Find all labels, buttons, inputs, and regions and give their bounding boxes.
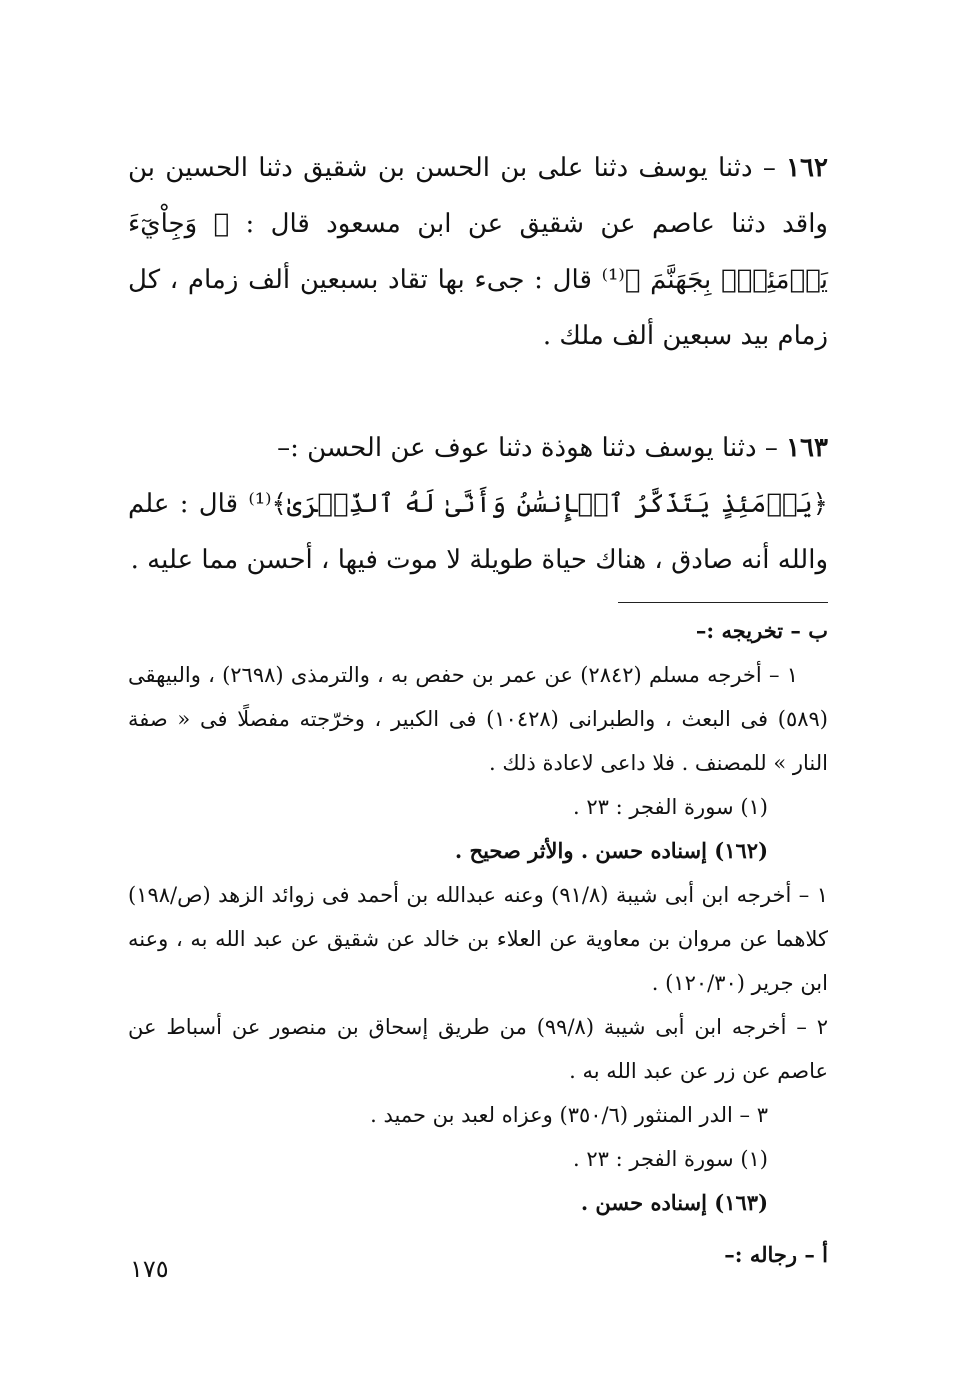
entry-162	[128, 140, 828, 364]
entry-text: – دثنا يوسف دثنا على بن الحسن بن شقيق دثنا الحسين بن واقد دثنا عاصم عن شقيق عن ابن مسعود قال : ﴿ وَجِاْيٓءَ يَوۡمَئِذٍۭ بِجَهَنَّمَ ﴾⁽¹⁾ قال : جىء بها تقاد بسبعين ألف زمام ، كل زمام بيد سبعين ألف ملك .	[128, 153, 828, 351]
footnote-sura: (١) سورة الفجر : ٢٣ .	[573, 795, 768, 819]
entry-163-line1	[128, 420, 828, 476]
entry-number: ١٦٢	[786, 153, 828, 183]
main-text	[128, 140, 828, 588]
footnotes	[128, 609, 828, 1277]
rijal-heading: أ – رجاله :–	[724, 1242, 828, 1267]
page-content	[128, 140, 828, 1277]
page-number: ١٧٥	[130, 1255, 169, 1283]
grade-162-item-3: ٣ – الدر المنثور (٣٥٠/٦) وعزاه لعبد بن حميد .	[370, 1103, 768, 1127]
entry-text: – دثنا يوسف دثنا هوذة دثنا عوف عن الحسن :–	[277, 433, 787, 463]
takhrij-heading: ب – تخريجه :–	[695, 618, 828, 643]
entry-number: ١٦٣	[786, 433, 828, 463]
footnote-sura-2: (١) سورة الفجر : ٢٣ .	[573, 1147, 768, 1171]
footnote-divider	[618, 602, 828, 603]
grade-163: (١٦٣) إسناده حسن .	[580, 1190, 768, 1215]
entry-163-line2: ﴿يَوۡمَئِذٍ يَتَذَكَّرُ ٱلۡإِنسَٰنُ وَأَنَّىٰ لَهُ ٱلذِّكۡرَىٰ﴾⁽¹⁾ قال : علم والله أنه صادق ، هناك حياة طويلة لا موت فيها ، أحسن مما عليه .	[128, 489, 828, 575]
takhrij-item: ١ – أخرجه مسلم (٢٨٤٢) عن عمر بن حفص به ، والترمذى (٢٦٩٨) ، والبيهقى (٥٨٩) فى البعث ، والطبرانى (١٠٤٢٨) فى الكبير ، وخرّجته مفصلًا فى « صفة النار » للمصنف . فلا داعى لاعادة ذلك .	[128, 663, 828, 775]
grade-162: (١٦٢) إسناده حسن . والأثر صحيح .	[454, 838, 768, 863]
grade-162-item-2: ٢ – أخرجه ابن أبى شيبة (٩٩/٨) من طريق إسحاق بن منصور عن أسباط عن عاصم عن زر عن عبد الله به .	[128, 1015, 828, 1083]
grade-162-item-1: ١ – أخرجه ابن أبى شيبة (٩١/٨) وعنه عبدالله بن أحمد فى زوائد الزهد (ص/١٩٨) كلاهما عن مروان بن معاوية عن العلاء بن خالد عن شقيق عن عبد الله به ، وعنه ابن جرير (١٢٠/٣٠) .	[128, 883, 829, 995]
